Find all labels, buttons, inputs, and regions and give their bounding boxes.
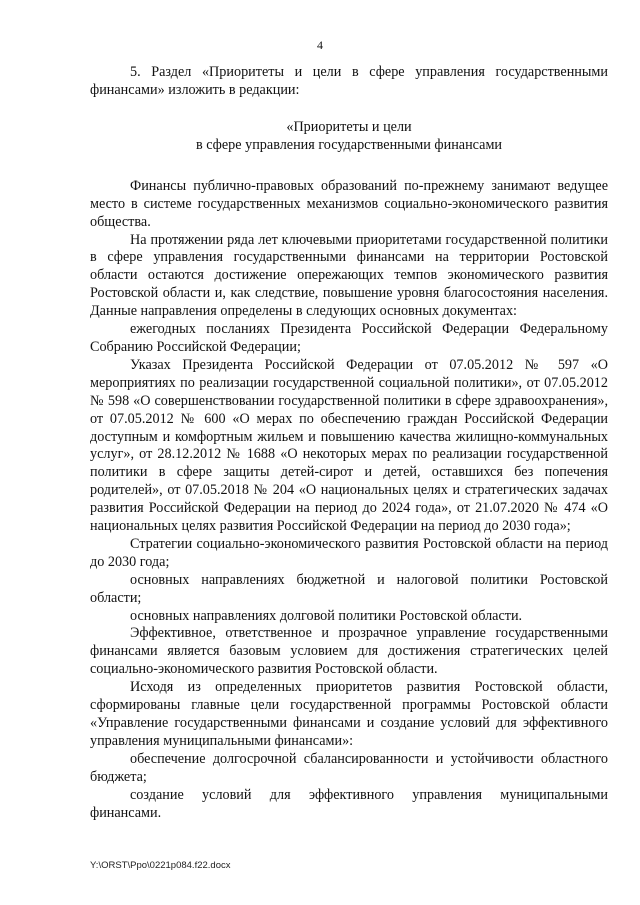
section-heading-line-2: в сфере управления государственными финансами — [195, 136, 503, 153]
section-heading-line-1: «Приоритеты и цели — [286, 118, 412, 135]
section-heading — [90, 118, 608, 154]
body-paragraph: создание условий для эффективного управления муниципальными финансами. — [90, 786, 608, 821]
body-paragraph: основных направлениях долговой политики Ростовской области. — [130, 607, 523, 624]
body-paragraph: основных направлениях бюджетной и налоговой политики Ростовской области; — [90, 571, 608, 606]
body-paragraph: Эффективное, ответственное и прозрачное управление государственными финансами является базовым условием для достижения стратегических целей социально-экономического развития Ростовской области. — [90, 625, 608, 678]
document-body — [90, 64, 608, 822]
body-paragraph: Финансы публично-правовых образований по-прежнему занимают ведущее место в системе государственных механизмов социально-экономического развития общества. — [90, 177, 608, 230]
body-paragraph: Указах Президента Российской Федерации от 07.05.2012 № 597 «О мероприятиях по реализации государственной социальной политики», от 07.05.2012 № 598 «О совершенствовании государственной политики в сфере здравоохранения», от 07.05.2012 № 600 «О мерах по обеспечению граждан Российской Федерации доступным и комфортным жильем и повышению качества жилищно-коммунальных услуг», от 28.12.2012 № 1688 «О некоторых мерах по реализации государственной политики в сфере защиты детей-сирот и детей, оставшихся без попечения родителей», от 07.05.2018 № 204 «О национальных целях и стратегических задачах развития Российской Федерации на период до 2024 года», от 21.07.2020 № 474 «О национальных целях развития Российской Федерации на период до 2030 года»; — [90, 356, 608, 535]
body-paragraph: Стратегии социально-экономического развития Ростовской области на период до 2030 года; — [90, 535, 608, 570]
body-paragraph: На протяжении ряда лет ключевыми приоритетами государственной политики в сфере управления государственными финансами на территории Ростовской области остаются достижение опережающих темпов экономического развития Ростовской области и, как следствие, повышение уровня благосостояния населения. Данные направления определены в следующих основных документах: — [90, 231, 608, 320]
body-paragraph: Исходя из определенных приоритетов развития Ростовской области, сформированы главные цели государственной программы Ростовской области «Управление государственными финансами и создание условий для эффективного управления муниципальными финансами»: — [90, 679, 608, 749]
page-number: 4 — [317, 38, 323, 52]
intro-paragraph: 5. Раздел «Приоритеты и цели в сфере управления государственными финансами» изложить в редакции: — [90, 64, 608, 98]
file-path-footer: Y:\ORST\Ppo\0221p084.f22.docx — [90, 860, 231, 871]
body-paragraph: ежегодных посланиях Президента Российской Федерации Федеральному Собранию Российской Федерации; — [90, 321, 608, 355]
body-paragraph: обеспечение долгосрочной сбалансированности и устойчивости областного бюджета; — [90, 750, 608, 785]
